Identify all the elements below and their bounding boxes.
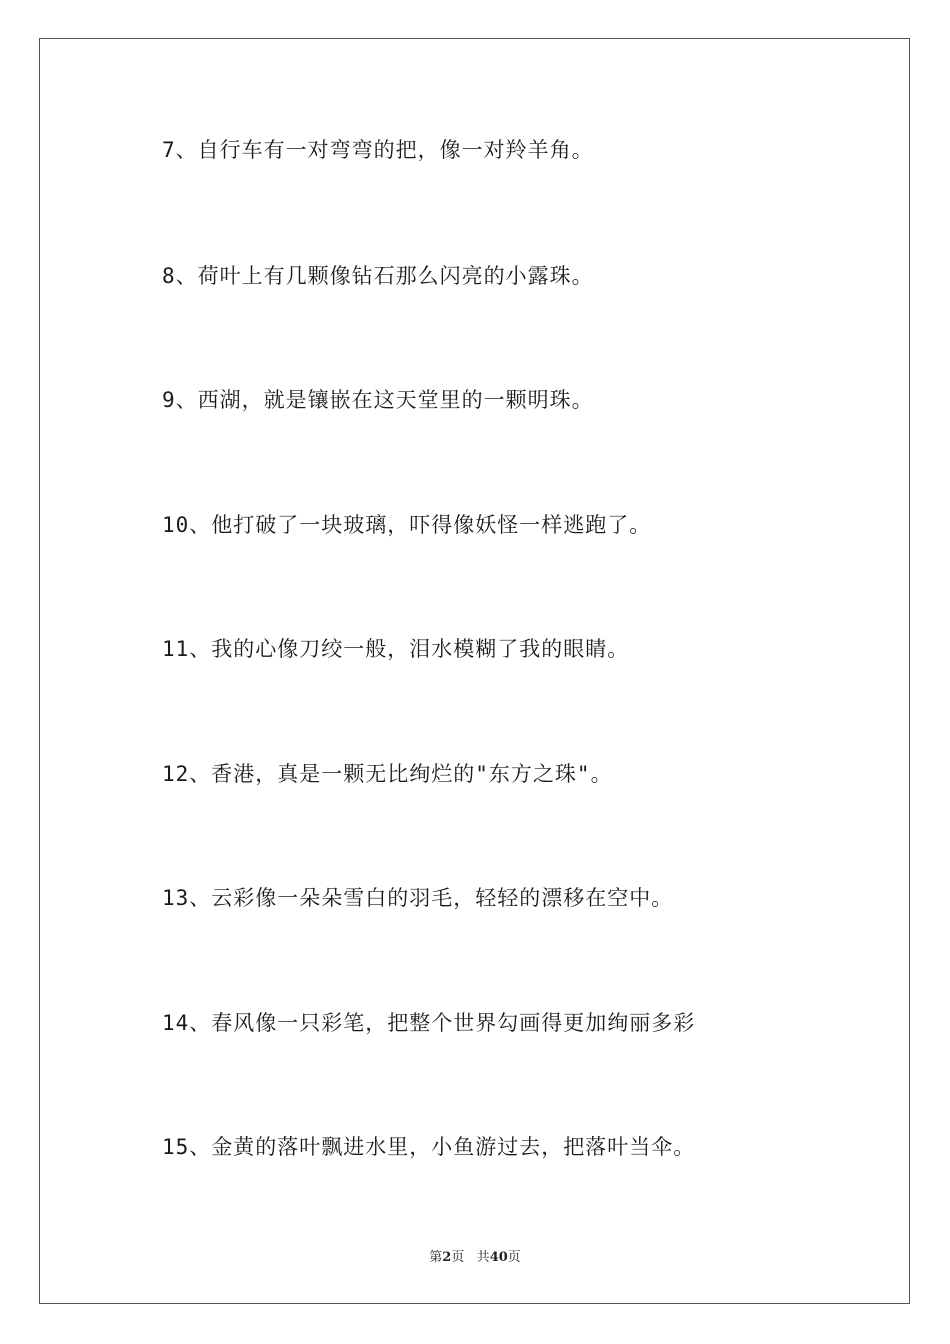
sentence-8: 8、荷叶上有几颗像钻石那么闪亮的小露珠。	[162, 264, 594, 288]
footer-page-prefix: 第	[429, 1250, 443, 1265]
sentence-7: 7、自行车有一对弯弯的把，像一对羚羊角。	[162, 138, 594, 162]
sentence-14: 14、春风像一只彩笔，把整个世界勾画得更加绚丽多彩	[162, 1011, 696, 1035]
footer-total-pages: 40	[489, 1250, 508, 1265]
sentence-15: 15、金黄的落叶飘进水里，小鱼游过去，把落叶当伞。	[162, 1135, 696, 1159]
sentence-10: 10、他打破了一块玻璃，吓得像妖怪一样逃跑了。	[162, 513, 652, 537]
footer-total-suffix: 页	[507, 1250, 521, 1265]
footer-page-number: 2	[442, 1250, 452, 1265]
sentence-13: 13、云彩像一朵朵雪白的羽毛，轻轻的漂移在空中。	[162, 886, 674, 910]
footer-page-suffix: 页	[451, 1250, 465, 1265]
page-footer	[0, 1246, 950, 1265]
footer-total-prefix: 共	[476, 1250, 490, 1265]
sentence-11: 11、我的心像刀绞一般，泪水模糊了我的眼睛。	[162, 637, 630, 661]
page-border	[39, 38, 910, 1304]
sentence-9: 9、西湖，就是镶嵌在这天堂里的一颗明珠。	[162, 388, 594, 412]
sentence-12: 12、香港，真是一颗无比绚烂的"东方之珠"。	[162, 762, 613, 786]
